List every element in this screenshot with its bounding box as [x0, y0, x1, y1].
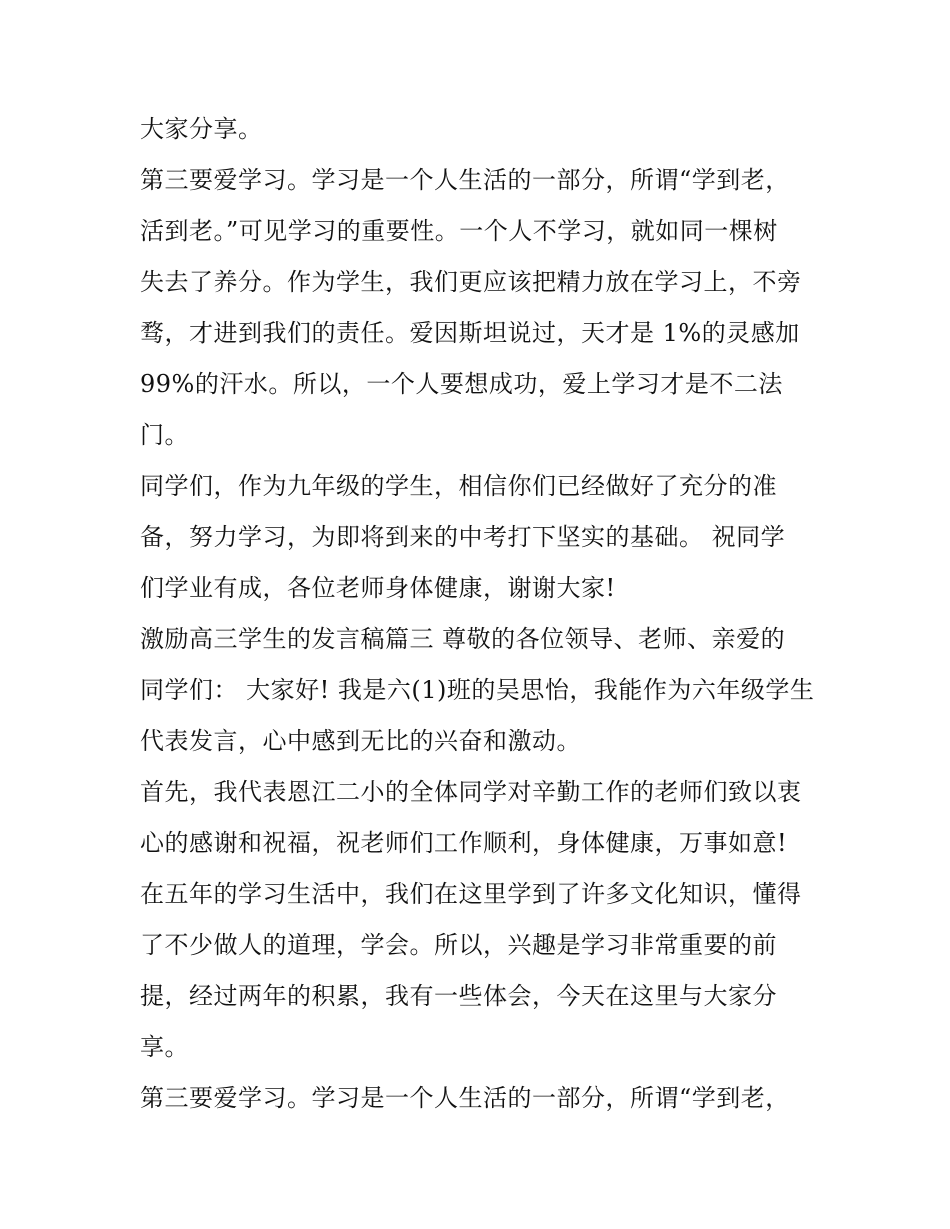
text-line: 提，经过两年的积累，我有一些体会，今天在这里与大家分 [140, 982, 777, 1010]
text-line: 首先，我代表恩江二小的全体同学对辛勤工作的老师们致以衷 [140, 778, 802, 806]
body-text [140, 108, 830, 1128]
text-line: 同学们： 大家好! 我是六(1)班的吴思怡，我能作为六年级学生 [140, 676, 815, 704]
text-line: 第三要爱学习。学习是一个人生活的一部分，所谓“学到老， [140, 166, 790, 194]
text-line: 门。 [140, 421, 189, 449]
text-line: 同学们，作为九年级的学生，相信你们已经做好了充分的准 [140, 472, 777, 500]
text-line: 激励高三学生的发言稿篇三 尊敬的各位领导、老师、亲爱的 [140, 625, 786, 653]
text-line: 了不少做人的道理，学会。所以，兴趣是学习非常重要的前 [140, 931, 777, 959]
text-line: 代表发言，心中感到无比的兴奋和激动。 [140, 727, 581, 755]
text-line: 享。 [140, 1033, 189, 1061]
text-line: 备，努力学习，为即将到来的中考打下坚实的基础。 祝同学 [140, 523, 786, 551]
text-line: 大家分享。 [140, 115, 263, 143]
text-line: 在五年的学习生活中，我们在这里学到了许多文化知识，懂得 [140, 880, 802, 908]
text-line: 骛，才进到我们的责任。爱因斯坦说过，天才是 1%的灵感加 [140, 319, 800, 347]
text-line: 心的感谢和祝福，祝老师们工作顺利，身体健康，万事如意! [140, 829, 788, 857]
text-line: 活到老。”可见学习的重要性。一个人不学习，就如同一棵树 [140, 217, 778, 245]
text-line: 失去了养分。作为学生，我们更应该把精力放在学习上，不旁 [140, 268, 802, 296]
text-line: 们学业有成，各位老师身体健康，谢谢大家! [140, 574, 616, 602]
text-line: 99%的汗水。所以，一个人要想成功，爱上学习才是不二法 [140, 370, 783, 398]
text-line: 第三要爱学习。学习是一个人生活的一部分，所谓“学到老， [140, 1084, 790, 1112]
